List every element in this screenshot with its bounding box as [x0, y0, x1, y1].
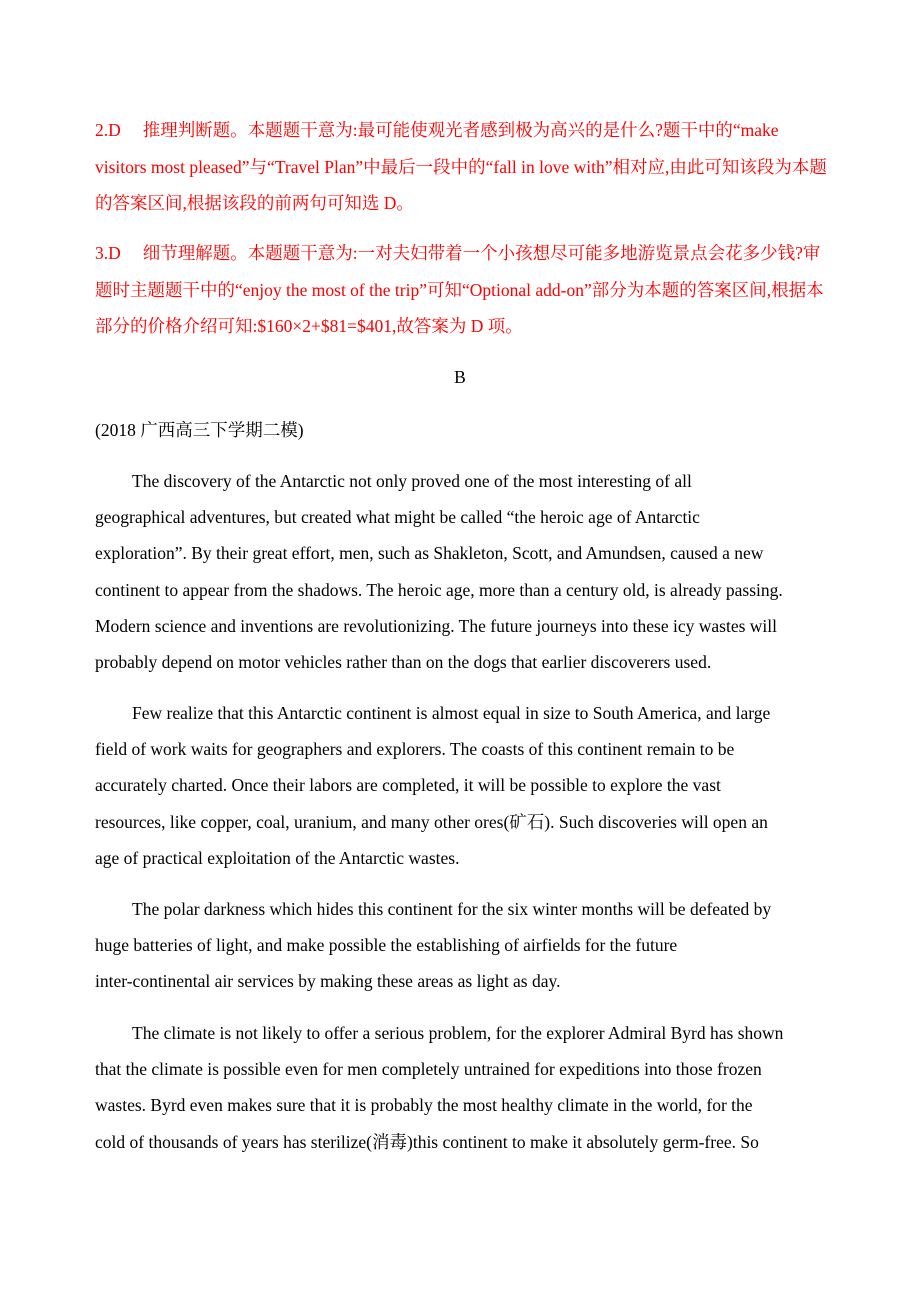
passage-paragraph [95, 695, 831, 876]
paragraph-line: inter-continental air services by making these areas as light as day. [95, 971, 561, 992]
section-heading: B [454, 367, 466, 387]
paragraph-line: Few realize that this Antarctic continent is almost equal in size to South America, and large [132, 703, 771, 723]
paragraph-line: wastes. Byrd even makes sure that it is probably the most healthy climate in the world, for the [95, 1095, 753, 1116]
passage-paragraph [95, 1015, 831, 1160]
paragraph-line: The polar darkness which hides this continent for the six winter months will be defeated by [132, 899, 772, 919]
paragraph-line: field of work waits for geographers and explorers. The coasts of this continent remain to be [95, 739, 735, 760]
answer-text: 细节理解题。本题题干意为:一对夫妇带着一个小孩想尽可能多地游览景点会花多少钱?审题时主题题干中的“enjoy the most of the trip”可知“Optional add-on”部分为本题的答案区间,根据本部分的价格介绍可知:$160×2+$81=$401,故答案为 D 项。 [95, 243, 824, 336]
answer-number: 3.D [95, 243, 121, 263]
paragraph-line: age of practical exploitation of the Antarctic wastes. [95, 847, 460, 868]
paragraph-line: geographical adventures, but created what might be called “the heroic age of Antarctic [95, 507, 700, 528]
paragraph-line: cold of thousands of years has sterilize(消毒)this continent to make it absolutely germ-free. So [95, 1131, 759, 1152]
paragraph-line: that the climate is possible even for men completely untrained for expeditions into those frozen [95, 1059, 762, 1080]
answer-number: 2.D [95, 120, 121, 140]
answer-explanation-3 [95, 235, 833, 345]
paragraph-line: The climate is not likely to offer a serious problem, for the explorer Admiral Byrd has shown [132, 1023, 784, 1043]
paragraph-line: accurately charted. Once their labors are completed, it will be possible to explore the vast [95, 775, 721, 796]
paragraph-line: continent to appear from the shadows. The heroic age, more than a century old, is already passing. [95, 579, 783, 600]
paragraph-line: exploration”. By their great effort, men, such as Shakleton, Scott, and Amundsen, caused a new [95, 543, 764, 564]
paragraph-line: The discovery of the Antarctic not only proved one of the most interesting of all [132, 471, 692, 491]
paragraph-line: Modern science and inventions are revolutionizing. The future journeys into these icy wastes will [95, 615, 777, 636]
answer-explanation-2 [95, 112, 833, 222]
paragraph-line: probably depend on motor vehicles rather than on the dogs that earlier discoverers used. [95, 652, 712, 673]
paragraph-line: resources, like copper, coal, uranium, and many other ores(矿石). Such discoveries will open an [95, 811, 768, 832]
passage-paragraph [95, 463, 831, 680]
passage-source: (2018 广西高三下学期二模) [95, 420, 304, 440]
passage-paragraph [95, 891, 831, 1000]
paragraph-line: huge batteries of light, and make possible the establishing of airfields for the future [95, 935, 678, 956]
answer-text: 推理判断题。本题题干意为:最可能使观光者感到极为高兴的是什么?题干中的“make visitors most pleased”与“Travel Plan”中最后一段中的“fall in love with”相对应,由此可知该段为本题的答案区间,根据该段的前两句可知选 D。 [95, 120, 827, 213]
